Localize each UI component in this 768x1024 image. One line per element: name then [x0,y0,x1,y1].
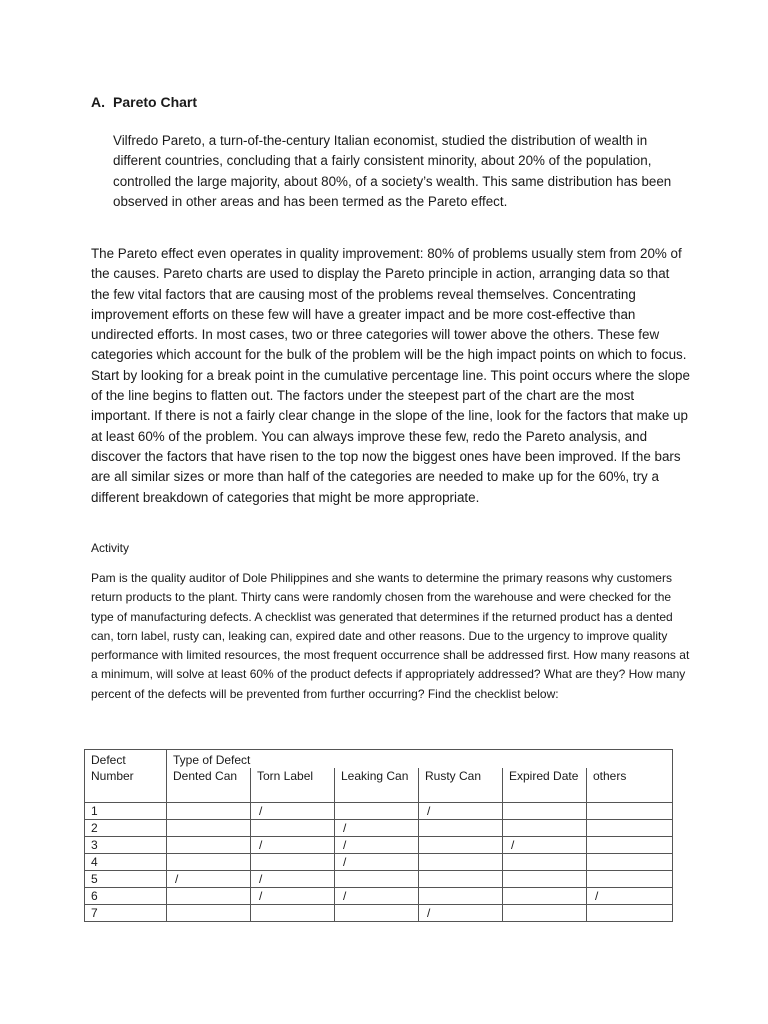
tally-cell [419,820,503,837]
tally-cell [167,803,251,820]
tally-cell [419,871,503,888]
tally-cell [587,871,673,888]
intro-paragraph: Vilfredo Pareto, a turn-of-the-century Italian economist, studied the distribution of wealth in different countries, concluding that a fairly consistent minority, about 20% of the population, controlled the large majority, about 80%, of a society’s wealth. This same distribution has been observed in other areas and has been termed as the Pareto effect. [113,133,672,209]
tally-cell [335,871,419,888]
tally-cell: / [335,854,419,871]
table-row [85,803,673,820]
tally-cell: / [335,888,419,905]
table-row [85,871,673,888]
tally-cell: / [251,837,335,854]
tally-cell [419,854,503,871]
tally-cell [335,803,419,820]
type-of-defect-header: Type of Defect [167,750,673,769]
tally-cell: / [587,888,673,905]
tally-cell: / [419,905,503,922]
tally-cell: / [251,888,335,905]
section-letter: A. [91,94,105,110]
table-row [85,837,673,854]
tally-cell [503,905,587,922]
tally-cell: / [251,871,335,888]
section-heading [91,94,197,110]
column-header-dented-can: Dented Can [167,768,251,803]
defect-number-cell: 3 [85,837,167,854]
tally-cell: / [419,803,503,820]
tally-cell [167,837,251,854]
tally-cell [419,837,503,854]
defect-number-header-top: Defect [85,750,167,769]
tally-cell: / [251,803,335,820]
tally-cell: / [503,837,587,854]
column-header-expired-date: Expired Date [503,768,587,803]
activity-paragraph: Pam is the quality auditor of Dole Philippines and she wants to determine the primary reasons why customers return products to the plant. Thirty cans were randomly chosen from the warehouse and were checked for the type of manufacturing defects. A checklist was generated that determines if the returned product has a dented can, torn label, rusty can, leaking can, expired date and other reasons. Due to the urgency to improve quality performance with limited resources, the most frequent occurrence shall be addressed first. How many reasons at a minimum, will solve at least 60% of the product defects if appropriately addressed? What are they? How many percent of the defects will be prevented from further occurring? Find the checklist below: [91,571,690,701]
defect-number-cell: 6 [85,888,167,905]
tally-cell [251,854,335,871]
tally-cell: / [335,820,419,837]
defect-number-cell: 7 [85,905,167,922]
tally-cell [587,820,673,837]
section-title: Pareto Chart [113,94,198,110]
table-row [85,905,673,922]
table-row [85,820,673,837]
column-header-rusty-can: Rusty Can [419,768,503,803]
body-paragraph: The Pareto effect even operates in quality improvement: 80% of problems usually stem from 20% of the causes. Pareto charts are used to display the Pareto principle in action, arranging data so that the few vital factors that are causing most of the problems reveal themselves. Concentrating improvement efforts on these few will have a greater impact and be more cost-effective than undirected efforts. In most cases, two or three categories will tower above the others. These few categories which account for the bulk of the problem will be the high impact points on which to focus. Start by looking for a break point in the cumulative percentage line. This point occurs where the slope of the line begins to flatten out. The factors under the steepest part of the chart are the most important. If there is not a fairly clear change in the slope of the line, look for the factors that make up at least 60% of the problem. You can always improve these few, redo the Pareto analysis, and discover the factors that have risen to the top now the biggest ones have been improved. If the bars are all similar sizes or more than half of the categories are needed to make up for the 60%, try a different breakdown of categories that might be more appropriate. [91,246,690,505]
tally-cell [167,820,251,837]
tally-cell: / [167,871,251,888]
tally-cell [335,905,419,922]
column-header-leaking-can: Leaking Can [335,768,419,803]
table-row [85,854,673,871]
tally-cell [503,888,587,905]
tally-cell: / [335,837,419,854]
defect-number-cell: 5 [85,871,167,888]
tally-cell [167,888,251,905]
tally-cell [503,854,587,871]
activity-label: Activity [91,541,130,555]
defect-number-cell: 4 [85,854,167,871]
tally-cell [587,837,673,854]
defect-number-cell: 2 [85,820,167,837]
tally-cell [251,905,335,922]
tally-cell [167,854,251,871]
column-header-others: others [587,768,673,803]
defect-number-cell: 1 [85,803,167,820]
column-header-torn-label: Torn Label [251,768,335,803]
tally-cell [503,803,587,820]
tally-cell [587,803,673,820]
tally-cell [419,888,503,905]
tally-cell [251,820,335,837]
tally-cell [503,871,587,888]
defect-checklist-table [84,749,673,922]
defect-number-header-bottom: Number [85,768,167,803]
tally-cell [587,854,673,871]
table-row [85,888,673,905]
tally-cell [167,905,251,922]
tally-cell [503,820,587,837]
tally-cell [587,905,673,922]
